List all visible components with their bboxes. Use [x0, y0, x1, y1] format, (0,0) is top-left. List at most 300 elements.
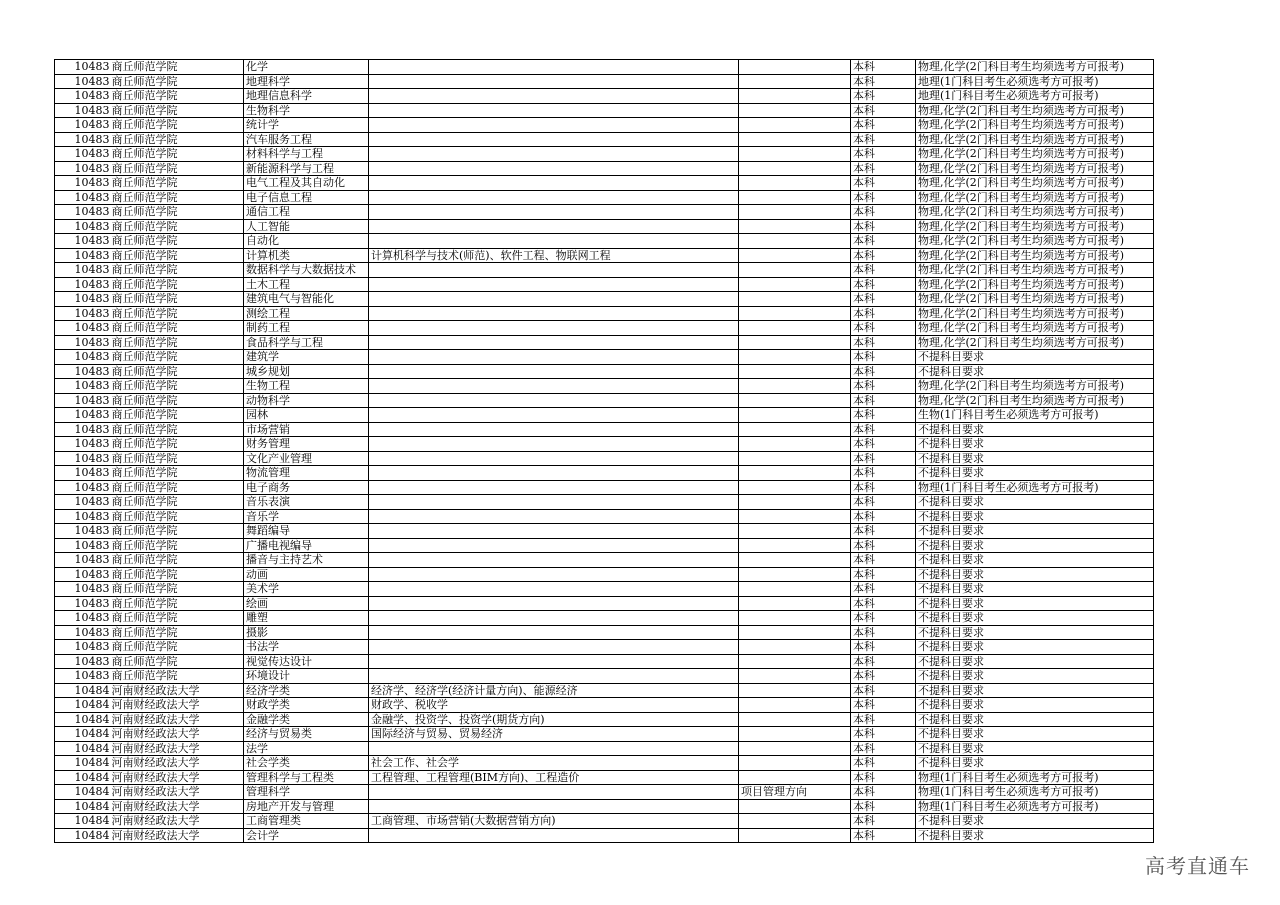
table-row [55, 379, 1154, 394]
level-cell: 本科 [851, 712, 916, 727]
included-majors-cell [369, 437, 739, 452]
subject-requirement-cell: 物理,化学(2门科目考生均须选考方可报考) [916, 176, 1154, 191]
school-name-cell: 商丘师范学院 [111, 625, 244, 640]
school-code-cell: 10483 [55, 306, 111, 321]
note-cell [739, 74, 851, 89]
note-cell [739, 277, 851, 292]
school-code-cell: 10483 [55, 422, 111, 437]
table-row [55, 277, 1154, 292]
level-cell: 本科 [851, 698, 916, 713]
included-majors-cell: 社会工作、社会学 [369, 756, 739, 771]
included-majors-cell [369, 335, 739, 350]
note-cell [739, 567, 851, 582]
major-name-cell: 人工智能 [244, 219, 369, 234]
included-majors-cell [369, 118, 739, 133]
table-row [55, 176, 1154, 191]
school-code-cell: 10484 [55, 712, 111, 727]
level-cell: 本科 [851, 495, 916, 510]
school-code-cell: 10483 [55, 596, 111, 611]
included-majors-cell [369, 161, 739, 176]
school-name-cell: 商丘师范学院 [111, 480, 244, 495]
note-cell [739, 132, 851, 147]
major-name-cell: 城乡规划 [244, 364, 369, 379]
note-cell [739, 364, 851, 379]
major-name-cell: 材料科学与工程 [244, 147, 369, 162]
school-name-cell: 商丘师范学院 [111, 538, 244, 553]
level-cell: 本科 [851, 480, 916, 495]
level-cell: 本科 [851, 103, 916, 118]
school-code-cell: 10483 [55, 118, 111, 133]
table-row [55, 654, 1154, 669]
included-majors-cell [369, 60, 739, 75]
school-code-cell: 10484 [55, 828, 111, 843]
level-cell: 本科 [851, 611, 916, 626]
school-code-cell: 10483 [55, 553, 111, 568]
subject-requirement-cell: 物理,化学(2门科目考生均须选考方可报考) [916, 335, 1154, 350]
school-name-cell: 商丘师范学院 [111, 306, 244, 321]
major-name-cell: 地理信息科学 [244, 89, 369, 104]
subject-requirement-cell: 物理,化学(2门科目考生均须选考方可报考) [916, 147, 1154, 162]
school-code-cell: 10484 [55, 698, 111, 713]
subject-requirement-cell: 物理,化学(2门科目考生均须选考方可报考) [916, 190, 1154, 205]
school-code-cell: 10483 [55, 321, 111, 336]
note-cell [739, 350, 851, 365]
watermark-logo-text: 高考直通车 [1145, 854, 1250, 878]
school-code-cell: 10483 [55, 103, 111, 118]
table-row [55, 451, 1154, 466]
table-row [55, 248, 1154, 263]
major-name-cell: 地理科学 [244, 74, 369, 89]
table-row [55, 698, 1154, 713]
included-majors-cell [369, 234, 739, 249]
school-name-cell: 商丘师范学院 [111, 582, 244, 597]
subject-requirement-cell: 不提科目要求 [916, 596, 1154, 611]
included-majors-cell [369, 321, 739, 336]
included-majors-cell [369, 190, 739, 205]
note-cell [739, 147, 851, 162]
level-cell: 本科 [851, 828, 916, 843]
note-cell [739, 480, 851, 495]
subject-requirement-cell: 物理,化学(2门科目考生均须选考方可报考) [916, 277, 1154, 292]
table-row [55, 785, 1154, 800]
school-name-cell: 商丘师范学院 [111, 509, 244, 524]
school-code-cell: 10484 [55, 683, 111, 698]
school-code-cell: 10483 [55, 161, 111, 176]
major-name-cell: 书法学 [244, 640, 369, 655]
school-code-cell: 10483 [55, 669, 111, 684]
included-majors-cell [369, 799, 739, 814]
included-majors-cell: 财政学、税收学 [369, 698, 739, 713]
table-row [55, 466, 1154, 481]
subject-requirement-cell: 不提科目要求 [916, 495, 1154, 510]
school-name-cell: 商丘师范学院 [111, 147, 244, 162]
included-majors-cell [369, 509, 739, 524]
major-name-cell: 管理科学与工程类 [244, 770, 369, 785]
level-cell: 本科 [851, 451, 916, 466]
table-row [55, 60, 1154, 75]
school-name-cell: 商丘师范学院 [111, 553, 244, 568]
note-cell [739, 321, 851, 336]
note-cell [739, 509, 851, 524]
subject-requirement-cell: 物理(1门科目考生必须选考方可报考) [916, 785, 1154, 800]
school-code-cell: 10483 [55, 89, 111, 104]
major-name-cell: 市场营销 [244, 422, 369, 437]
table-row [55, 509, 1154, 524]
included-majors-cell [369, 596, 739, 611]
school-code-cell: 10483 [55, 263, 111, 278]
table-row [55, 364, 1154, 379]
included-majors-cell: 计算机科学与技术(师范)、软件工程、物联网工程 [369, 248, 739, 263]
table-row [55, 553, 1154, 568]
note-cell [739, 524, 851, 539]
table-row [55, 408, 1154, 423]
school-code-cell: 10484 [55, 741, 111, 756]
note-cell [739, 683, 851, 698]
school-name-cell: 商丘师范学院 [111, 466, 244, 481]
school-code-cell: 10483 [55, 277, 111, 292]
table-row [55, 770, 1154, 785]
note-cell [739, 625, 851, 640]
level-cell: 本科 [851, 190, 916, 205]
school-name-cell: 商丘师范学院 [111, 669, 244, 684]
major-name-cell: 统计学 [244, 118, 369, 133]
school-name-cell: 河南财经政法大学 [111, 741, 244, 756]
included-majors-cell [369, 654, 739, 669]
note-cell [739, 292, 851, 307]
table-body [55, 60, 1154, 843]
included-majors-cell [369, 306, 739, 321]
table-row [55, 741, 1154, 756]
school-code-cell: 10483 [55, 219, 111, 234]
level-cell: 本科 [851, 292, 916, 307]
included-majors-cell [369, 89, 739, 104]
school-code-cell: 10483 [55, 408, 111, 423]
included-majors-cell [369, 205, 739, 220]
subject-requirement-cell: 不提科目要求 [916, 741, 1154, 756]
school-name-cell: 河南财经政法大学 [111, 828, 244, 843]
note-cell [739, 263, 851, 278]
subject-requirement-cell: 物理(1门科目考生必须选考方可报考) [916, 480, 1154, 495]
major-name-cell: 经济与贸易类 [244, 727, 369, 742]
note-cell [739, 640, 851, 655]
subject-requirement-cell: 不提科目要求 [916, 814, 1154, 829]
level-cell: 本科 [851, 408, 916, 423]
table-row [55, 828, 1154, 843]
level-cell: 本科 [851, 640, 916, 655]
included-majors-cell [369, 132, 739, 147]
table-row [55, 596, 1154, 611]
major-name-cell: 建筑电气与智能化 [244, 292, 369, 307]
subject-requirement-cell: 不提科目要求 [916, 654, 1154, 669]
level-cell: 本科 [851, 799, 916, 814]
major-name-cell: 经济学类 [244, 683, 369, 698]
major-name-cell: 电气工程及其自动化 [244, 176, 369, 191]
level-cell: 本科 [851, 118, 916, 133]
school-name-cell: 商丘师范学院 [111, 495, 244, 510]
school-code-cell: 10483 [55, 480, 111, 495]
level-cell: 本科 [851, 596, 916, 611]
school-name-cell: 商丘师范学院 [111, 248, 244, 263]
school-code-cell: 10483 [55, 248, 111, 263]
note-cell [739, 248, 851, 263]
included-majors-cell [369, 495, 739, 510]
major-name-cell: 社会学类 [244, 756, 369, 771]
level-cell: 本科 [851, 814, 916, 829]
table-row [55, 190, 1154, 205]
table-row [55, 205, 1154, 220]
level-cell: 本科 [851, 582, 916, 597]
major-name-cell: 动物科学 [244, 393, 369, 408]
school-code-cell: 10483 [55, 495, 111, 510]
school-code-cell: 10483 [55, 132, 111, 147]
table-row [55, 814, 1154, 829]
included-majors-cell [369, 379, 739, 394]
note-cell [739, 176, 851, 191]
school-name-cell: 商丘师范学院 [111, 176, 244, 191]
note-cell [739, 727, 851, 742]
subject-requirement-cell: 不提科目要求 [916, 364, 1154, 379]
level-cell: 本科 [851, 727, 916, 742]
table-row [55, 437, 1154, 452]
major-name-cell: 食品科学与工程 [244, 335, 369, 350]
school-code-cell: 10483 [55, 524, 111, 539]
major-name-cell: 生物科学 [244, 103, 369, 118]
subject-requirement-cell: 物理,化学(2门科目考生均须选考方可报考) [916, 263, 1154, 278]
major-name-cell: 舞蹈编导 [244, 524, 369, 539]
major-name-cell: 新能源科学与工程 [244, 161, 369, 176]
note-cell [739, 437, 851, 452]
included-majors-cell [369, 828, 739, 843]
major-name-cell: 动画 [244, 567, 369, 582]
subject-requirement-cell: 不提科目要求 [916, 828, 1154, 843]
school-name-cell: 商丘师范学院 [111, 596, 244, 611]
included-majors-cell [369, 625, 739, 640]
major-name-cell: 环境设计 [244, 669, 369, 684]
table-row [55, 321, 1154, 336]
subject-requirement-cell: 不提科目要求 [916, 524, 1154, 539]
note-cell [739, 451, 851, 466]
subject-requirement-cell: 不提科目要求 [916, 756, 1154, 771]
table-row [55, 567, 1154, 582]
major-name-cell: 雕塑 [244, 611, 369, 626]
included-majors-cell [369, 219, 739, 234]
major-name-cell: 视觉传达设计 [244, 654, 369, 669]
major-name-cell: 化学 [244, 60, 369, 75]
subject-requirement-cell: 物理,化学(2门科目考生均须选考方可报考) [916, 60, 1154, 75]
included-majors-cell [369, 74, 739, 89]
major-name-cell: 摄影 [244, 625, 369, 640]
level-cell: 本科 [851, 422, 916, 437]
included-majors-cell [369, 292, 739, 307]
major-name-cell: 文化产业管理 [244, 451, 369, 466]
table-row [55, 74, 1154, 89]
note-cell [739, 814, 851, 829]
school-code-cell: 10483 [55, 292, 111, 307]
table-row [55, 495, 1154, 510]
note-cell [739, 828, 851, 843]
school-code-cell: 10483 [55, 234, 111, 249]
school-code-cell: 10483 [55, 509, 111, 524]
included-majors-cell: 国际经济与贸易、贸易经济 [369, 727, 739, 742]
school-code-cell: 10483 [55, 654, 111, 669]
subject-requirement-cell: 不提科目要求 [916, 466, 1154, 481]
subject-requirement-cell: 物理,化学(2门科目考生均须选考方可报考) [916, 292, 1154, 307]
table-row [55, 625, 1154, 640]
level-cell: 本科 [851, 132, 916, 147]
subject-requirement-cell: 物理,化学(2门科目考生均须选考方可报考) [916, 248, 1154, 263]
major-name-cell: 房地产开发与管理 [244, 799, 369, 814]
level-cell: 本科 [851, 176, 916, 191]
note-cell [739, 466, 851, 481]
table-row [55, 611, 1154, 626]
table-row [55, 89, 1154, 104]
subject-requirement-cell: 不提科目要求 [916, 640, 1154, 655]
included-majors-cell [369, 538, 739, 553]
level-cell: 本科 [851, 205, 916, 220]
school-name-cell: 河南财经政法大学 [111, 712, 244, 727]
table-row [55, 306, 1154, 321]
included-majors-cell [369, 466, 739, 481]
note-cell [739, 596, 851, 611]
note-cell [739, 118, 851, 133]
subject-requirement-cell: 物理,化学(2门科目考生均须选考方可报考) [916, 161, 1154, 176]
level-cell: 本科 [851, 683, 916, 698]
table-row [55, 727, 1154, 742]
school-name-cell: 商丘师范学院 [111, 393, 244, 408]
level-cell: 本科 [851, 770, 916, 785]
note-cell [739, 205, 851, 220]
note-cell [739, 161, 851, 176]
table-row [55, 234, 1154, 249]
table-row [55, 582, 1154, 597]
school-code-cell: 10483 [55, 437, 111, 452]
level-cell: 本科 [851, 321, 916, 336]
school-code-cell: 10484 [55, 756, 111, 771]
table-row [55, 393, 1154, 408]
table-row [55, 292, 1154, 307]
included-majors-cell [369, 103, 739, 118]
note-cell [739, 495, 851, 510]
included-majors-cell [369, 741, 739, 756]
included-majors-cell [369, 611, 739, 626]
level-cell: 本科 [851, 161, 916, 176]
major-name-cell: 会计学 [244, 828, 369, 843]
school-code-cell: 10484 [55, 785, 111, 800]
school-name-cell: 商丘师范学院 [111, 524, 244, 539]
level-cell: 本科 [851, 335, 916, 350]
subject-requirement-cell: 不提科目要求 [916, 538, 1154, 553]
school-name-cell: 河南财经政法大学 [111, 799, 244, 814]
subject-requirement-cell: 不提科目要求 [916, 611, 1154, 626]
table-row [55, 640, 1154, 655]
note-cell [739, 799, 851, 814]
major-name-cell: 土木工程 [244, 277, 369, 292]
table-row [55, 712, 1154, 727]
school-name-cell: 河南财经政法大学 [111, 770, 244, 785]
included-majors-cell [369, 553, 739, 568]
major-name-cell: 电子信息工程 [244, 190, 369, 205]
major-name-cell: 建筑学 [244, 350, 369, 365]
note-cell [739, 741, 851, 756]
included-majors-cell [369, 480, 739, 495]
note-cell [739, 408, 851, 423]
major-name-cell: 制药工程 [244, 321, 369, 336]
major-requirements-table [54, 59, 1154, 843]
subject-requirement-cell: 物理(1门科目考生必须选考方可报考) [916, 799, 1154, 814]
school-name-cell: 商丘师范学院 [111, 292, 244, 307]
included-majors-cell [369, 669, 739, 684]
school-name-cell: 商丘师范学院 [111, 321, 244, 336]
major-name-cell: 计算机类 [244, 248, 369, 263]
school-code-cell: 10483 [55, 147, 111, 162]
included-majors-cell [369, 582, 739, 597]
note-cell [739, 335, 851, 350]
school-code-cell: 10483 [55, 466, 111, 481]
subject-requirement-cell: 不提科目要求 [916, 712, 1154, 727]
subject-requirement-cell: 不提科目要求 [916, 350, 1154, 365]
subject-requirement-cell: 物理,化学(2门科目考生均须选考方可报考) [916, 306, 1154, 321]
school-name-cell: 商丘师范学院 [111, 132, 244, 147]
school-code-cell: 10483 [55, 60, 111, 75]
major-name-cell: 法学 [244, 741, 369, 756]
subject-requirement-cell: 物理,化学(2门科目考生均须选考方可报考) [916, 379, 1154, 394]
subject-requirement-cell: 物理,化学(2门科目考生均须选考方可报考) [916, 321, 1154, 336]
school-name-cell: 商丘师范学院 [111, 118, 244, 133]
level-cell: 本科 [851, 393, 916, 408]
school-code-cell: 10484 [55, 814, 111, 829]
table-row [55, 161, 1154, 176]
included-majors-cell [369, 451, 739, 466]
subject-requirement-cell: 物理,化学(2门科目考生均须选考方可报考) [916, 234, 1154, 249]
school-name-cell: 商丘师范学院 [111, 89, 244, 104]
school-code-cell: 10483 [55, 625, 111, 640]
major-name-cell: 播音与主持艺术 [244, 553, 369, 568]
school-code-cell: 10483 [55, 176, 111, 191]
note-cell [739, 422, 851, 437]
school-name-cell: 商丘师范学院 [111, 437, 244, 452]
note-cell [739, 60, 851, 75]
note-cell [739, 190, 851, 205]
subject-requirement-cell: 物理,化学(2门科目考生均须选考方可报考) [916, 103, 1154, 118]
note-cell [739, 712, 851, 727]
level-cell: 本科 [851, 741, 916, 756]
major-name-cell: 金融学类 [244, 712, 369, 727]
level-cell: 本科 [851, 248, 916, 263]
subject-requirement-cell: 不提科目要求 [916, 727, 1154, 742]
included-majors-cell: 工程管理、工程管理(BIM方向)、工程造价 [369, 770, 739, 785]
subject-requirement-cell: 不提科目要求 [916, 553, 1154, 568]
major-name-cell: 音乐表演 [244, 495, 369, 510]
major-name-cell: 园林 [244, 408, 369, 423]
school-name-cell: 商丘师范学院 [111, 60, 244, 75]
school-code-cell: 10483 [55, 451, 111, 466]
school-code-cell: 10484 [55, 770, 111, 785]
subject-requirement-cell: 不提科目要求 [916, 451, 1154, 466]
subject-requirement-cell: 物理,化学(2门科目考生均须选考方可报考) [916, 219, 1154, 234]
major-name-cell: 自动化 [244, 234, 369, 249]
school-name-cell: 商丘师范学院 [111, 654, 244, 669]
school-name-cell: 河南财经政法大学 [111, 727, 244, 742]
major-name-cell: 电子商务 [244, 480, 369, 495]
note-cell [739, 611, 851, 626]
included-majors-cell [369, 785, 739, 800]
level-cell: 本科 [851, 567, 916, 582]
note-cell [739, 582, 851, 597]
subject-requirement-cell: 物理,化学(2门科目考生均须选考方可报考) [916, 118, 1154, 133]
level-cell: 本科 [851, 147, 916, 162]
school-name-cell: 商丘师范学院 [111, 277, 244, 292]
included-majors-cell [369, 147, 739, 162]
